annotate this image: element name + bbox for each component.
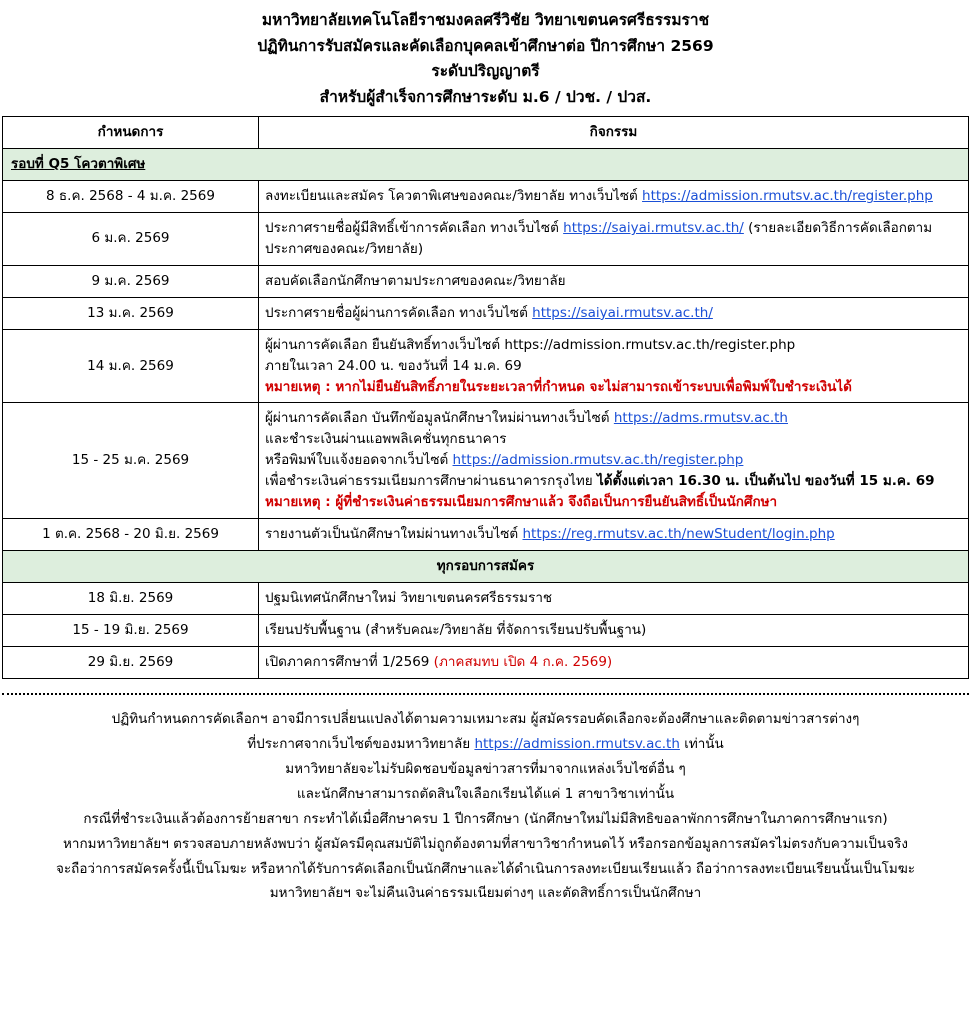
document-header — [0, 0, 971, 116]
row-date: 9 ม.ค. 2569 — [3, 265, 259, 297]
table-row — [3, 181, 969, 213]
footer-notes — [2, 693, 969, 917]
row-date: 14 ม.ค. 2569 — [3, 329, 259, 403]
table-row — [3, 329, 969, 403]
footer-line-2 — [12, 732, 959, 757]
row-date: 6 ม.ค. 2569 — [3, 213, 259, 266]
row-activity — [259, 297, 969, 329]
reg-newstudent-link[interactable]: https://reg.rmutsv.ac.th/newStudent/login.php — [522, 526, 835, 543]
header-line-2: ปฏิทินการรับสมัครและคัดเลือกบุคคลเข้าศึกษาต่อ ปีการศึกษา 2569 — [257, 36, 714, 55]
footer-text-cont: เท่านั้น — [679, 735, 724, 752]
row-date: 29 มิ.ย. 2569 — [3, 646, 259, 678]
activity-text: เปิดภาคการศึกษาที่ 1/2569 — [265, 653, 434, 670]
row-date: 15 - 19 มิ.ย. 2569 — [3, 614, 259, 646]
footer-text: ที่ประกาศจากเว็บไซต์ของมหาวิทยาลัย — [247, 735, 475, 752]
row-activity — [259, 213, 969, 266]
activity-line-1: ผู้ผ่านการคัดเลือก ยืนยันสิทธิ์ทางเว็บไซต์ https://admission.rmutsv.ac.th/register.php — [265, 336, 796, 353]
footer-line-1: ปฏิทินกำหนดการคัดเลือกฯ อาจมีการเปลี่ยนแปลงได้ตามความเหมาะสม ผู้สมัครรอบคัดเลือกจะต้องศึกษาและติดตามข่าวสารต่างๆ — [111, 710, 860, 727]
activity-text: ประกาศรายชื่อผู้ผ่านการคัดเลือก ทางเว็บไซต์ — [265, 304, 533, 321]
table-row — [3, 614, 969, 646]
footer-line-5: กรณีที่ชำระเงินแล้วต้องการย้ายสาขา กระทำได้เมื่อศึกษาครบ 1 ปีการศึกษา (นักศึกษาใหม่ไม่มีสิทธิขอลาพักการศึกษาในภาคการศึกษาแรก) — [83, 810, 888, 827]
column-header-activity: กิจกรรม — [259, 117, 969, 149]
activity-line-1 — [265, 408, 962, 429]
activity-line-2: ภายในเวลา 24.00 น. ของวันที่ 14 ม.ค. 69 — [265, 357, 522, 374]
admission-link[interactable]: https://admission.rmutsv.ac.th/register.php — [452, 452, 744, 469]
activity-text: เพื่อชำระเงินค่าธรรมเนียมการศึกษาผ่านธนาคารกรุงไทย — [265, 473, 597, 490]
activity-text-cont: (รายละเอียดวิธีการคัดเลือกตาม — [743, 220, 933, 237]
column-header-date: กำหนดการ — [3, 117, 259, 149]
registration-link[interactable]: https://admission.rmutsv.ac.th/register.php — [642, 188, 933, 205]
row-activity — [259, 181, 969, 213]
table-row — [3, 582, 969, 614]
activity-note: หมายเหตุ : ผู้ที่ชำระเงินค่าธรรมเนียมการศึกษาแล้ว จึงถือเป็นการยืนยันสิทธิ์เป็นนักศึกษา — [265, 494, 778, 511]
activity-text: รายงานตัวเป็นนักศึกษาใหม่ผ่านทางเว็บไซต์ — [265, 526, 523, 543]
activity-text: ประกาศรายชื่อผู้มีสิทธิ์เข้าการคัดเลือก ทางเว็บไซต์ — [265, 220, 564, 237]
activity-line-4 — [265, 471, 962, 492]
activity-text: ผู้ผ่านการคัดเลือก บันทึกข้อมูลนักศึกษาใหม่ผ่านทางเว็บไซต์ — [265, 410, 614, 427]
row-activity — [259, 519, 969, 551]
activity-line-3 — [265, 450, 962, 471]
row-activity: สอบคัดเลือกนักศึกษาตามประกาศของคณะ/วิทยาลัย — [259, 265, 969, 297]
row-date: 13 ม.ค. 2569 — [3, 297, 259, 329]
table-row — [3, 403, 969, 519]
footer-line-6: หากมหาวิทยาลัยฯ ตรวจสอบภายหลังพบว่า ผู้สมัครมีคุณสมบัติไม่ถูกต้องตามที่สาขาวิชากำหนดไว้ หรือกรอกข้อมูลการสมัครไม่ตรงกับความเป็นจริง — [63, 835, 908, 852]
footer-line-8: มหาวิทยาลัยฯ จะไม่คืนเงินค่าธรรมเนียมต่างๆ และตัดสิทธิ์การเป็นนักศึกษา — [269, 885, 702, 902]
row-activity — [259, 646, 969, 678]
row-date: 1 ต.ค. 2568 - 20 มิ.ย. 2569 — [3, 519, 259, 551]
table-row — [3, 265, 969, 297]
row-date: 15 - 25 ม.ค. 2569 — [3, 403, 259, 519]
activity-text: หรือพิมพ์ใบแจ้งยอดจากเว็บไซต์ — [265, 452, 453, 469]
activity-note: หมายเหตุ : หากไม่ยืนยันสิทธิ์ภายในระยะเวลาที่กำหนด จะไม่สามารถเข้าระบบเพื่อพิมพ์ใบชำระเงินได้ — [265, 378, 852, 395]
activity-line-2: ประกาศของคณะ/วิทยาลัย) — [265, 240, 424, 257]
row-activity: เรียนปรับพื้นฐาน (สำหรับคณะ/วิทยาลัย ที่จัดการเรียนปรับพื้นฐาน) — [259, 614, 969, 646]
saiyai-link[interactable]: https://saiyai.rmutsv.ac.th/ — [563, 220, 744, 237]
adms-link[interactable]: https://adms.rmutsv.ac.th — [613, 410, 788, 427]
activity-line-2: และชำระเงินผ่านแอพพลิเคชั่นทุกธนาคาร — [265, 431, 507, 448]
table-row — [3, 519, 969, 551]
header-line-3: ระดับปริญญาตรี — [431, 62, 540, 81]
row-activity: ปฐมนิเทศนักศึกษาใหม่ วิทยาเขตนครศรีธรรมราช — [259, 582, 969, 614]
header-line-1: มหาวิทยาลัยเทคโนโลยีราชมงคลศรีวิชัย วิทยาเขตนครศรีธรรมราช — [261, 11, 710, 29]
row-activity — [259, 403, 969, 519]
table-row — [3, 297, 969, 329]
footer-line-3: มหาวิทยาลัยจะไม่รับผิดชอบข้อมูลข่าวสารที่มาจากแหล่งเว็บไซต์อื่น ๆ — [285, 760, 686, 777]
activity-emphasis: ได้ตั้งแต่เวลา 16.30 น. เป็นต้นไป ของวันที่ 15 ม.ค. 69 — [596, 473, 935, 490]
admission-site-link[interactable]: https://admission.rmutsv.ac.th — [474, 735, 680, 752]
footer-line-7: จะถือว่าการสมัครครั้งนี้เป็นโมฆะ หรือหากได้รับการคัดเลือกเป็นนักศึกษาและได้ดำเนินการลงทะเบียนเรียนแล้ว ถือว่าการลงทะเบียนเรียนนั้นเป็นโมฆะ — [55, 860, 916, 877]
table-row — [3, 646, 969, 678]
activity-text: ลงทะเบียนและสมัคร โควตาพิเศษของคณะ/วิทยาลัย ทางเว็บไซต์ — [265, 188, 643, 205]
table-header-row — [3, 117, 969, 149]
saiyai-link[interactable]: https://saiyai.rmutsv.ac.th/ — [532, 304, 713, 321]
section-row-q5 — [3, 149, 969, 181]
table-row — [3, 213, 969, 266]
section-label-q5: รอบที่ Q5 โควตาพิเศษ — [3, 149, 969, 181]
row-date: 18 มิ.ย. 2569 — [3, 582, 259, 614]
row-date: 8 ธ.ค. 2568 - 4 ม.ค. 2569 — [3, 181, 259, 213]
header-line-4: สำหรับผู้สำเร็จการศึกษาระดับ ม.6 / ปวช. / ปวส. — [319, 87, 652, 106]
calendar-table — [2, 116, 969, 678]
footer-line-4: และนักศึกษาสามารถตัดสินใจเลือกเรียนได้แค่ 1 สาขาวิชาเท่านั้น — [296, 785, 675, 802]
section-row-all-rounds — [3, 551, 969, 583]
activity-note: (ภาคสมทบ เปิด 4 ก.ค. 2569) — [433, 653, 613, 670]
row-activity — [259, 329, 969, 403]
section-label-all-rounds: ทุกรอบการสมัคร — [3, 551, 969, 583]
